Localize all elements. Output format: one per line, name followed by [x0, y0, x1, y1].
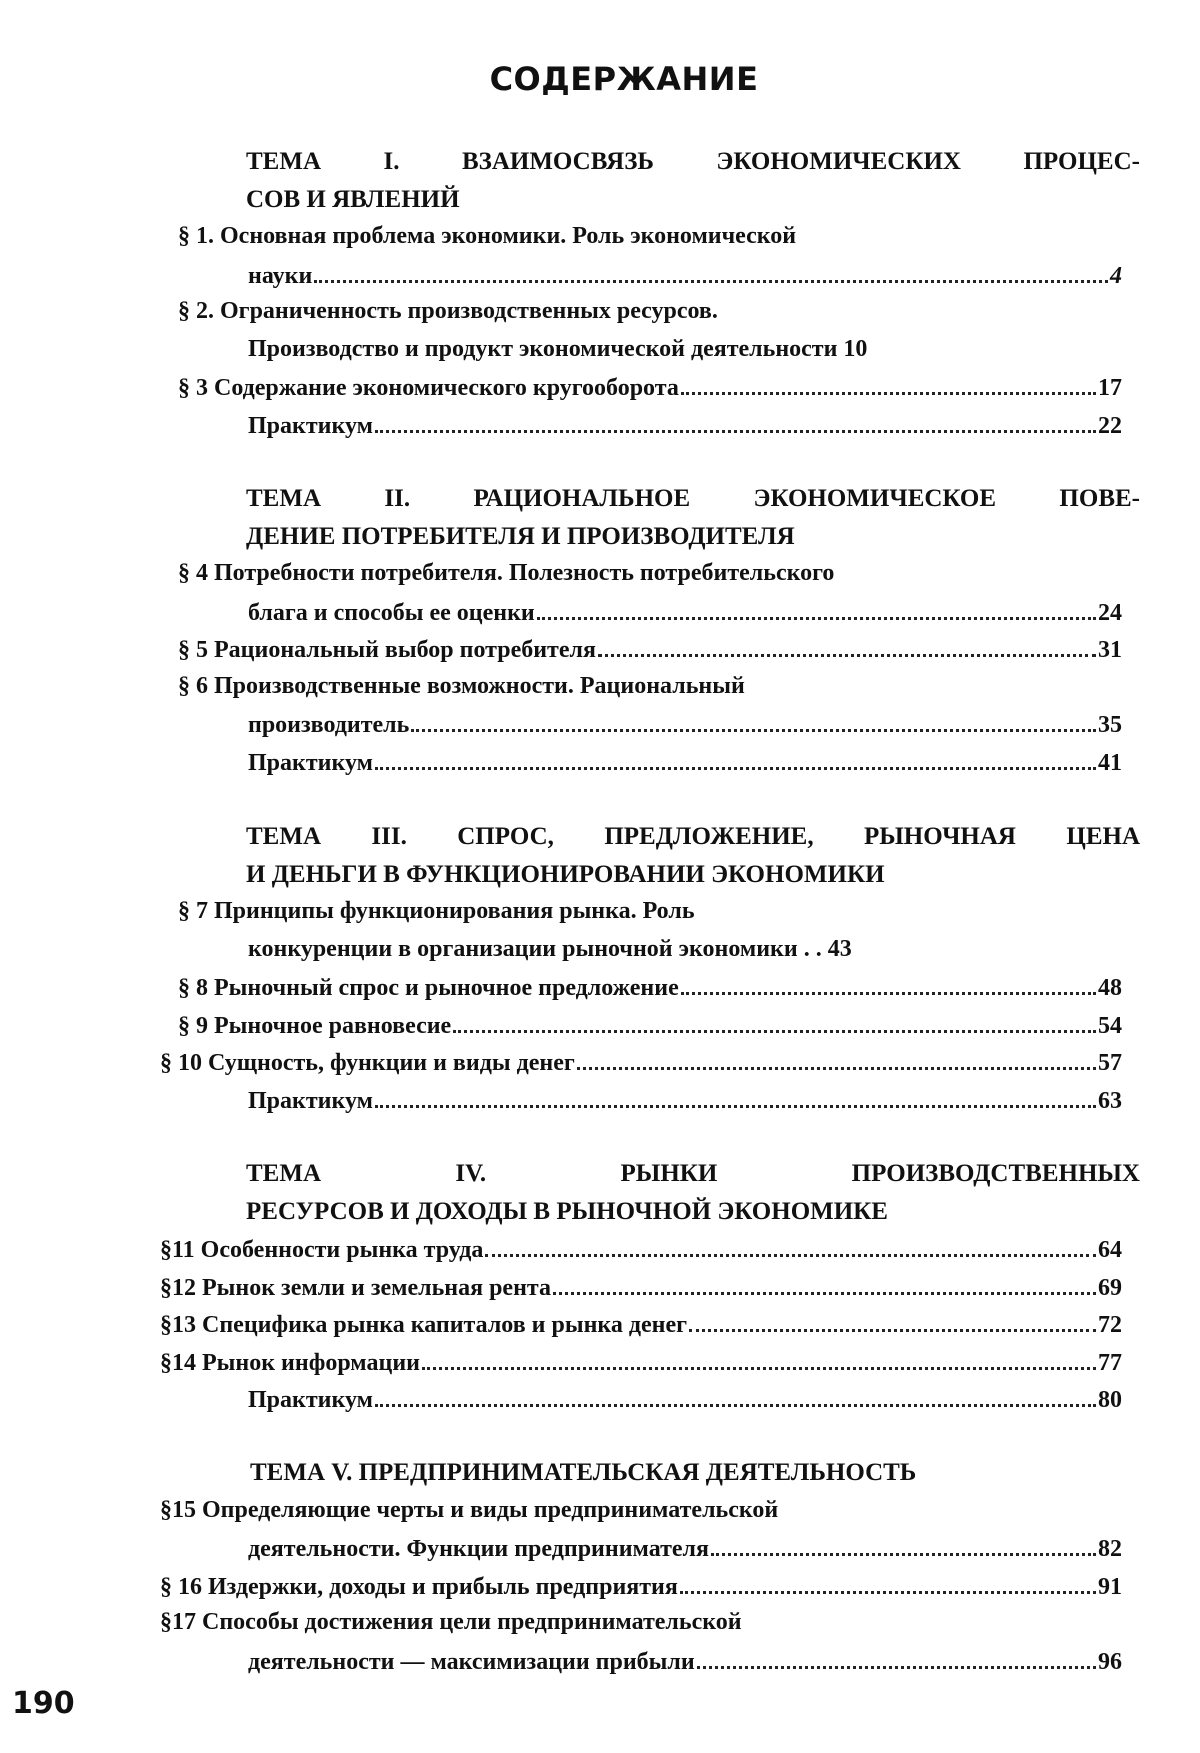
toc-entry-title: § 8 Рыночный спрос и рыночное предложение	[178, 975, 679, 1002]
toc-page-number: 69	[1098, 1274, 1122, 1301]
toc-entry-title: науки	[248, 262, 313, 289]
toc-entry-title: § 4 Потребности потребителя. Полезность потребительского	[178, 560, 835, 586]
toc-page-number: 77	[1098, 1349, 1122, 1376]
toc-entry[interactable]	[248, 258, 1122, 290]
topic-heading-line: ТЕМА III. СПРОС, ПРЕДЛОЖЕНИЕ, РЫНОЧНАЯ ЦЕНА	[246, 823, 1140, 850]
toc-page-number: 82	[1098, 1536, 1122, 1563]
toc-entry-title: Практикум	[248, 413, 373, 439]
dot-leader	[681, 970, 1096, 995]
toc-entry[interactable]	[248, 595, 1122, 627]
toc-entry-title: блага и способы ее оценки	[248, 599, 535, 626]
topic-heading-line: ТЕМА IV. РЫНКИ ПРОИЗВОДСТВЕННЫХ	[246, 1160, 1140, 1187]
topic-heading-line: ДЕНИЕ ПОТРЕБИТЕЛЯ И ПРОИЗВОДИТЕЛЯ	[246, 522, 795, 550]
dot-leader	[375, 1083, 1096, 1108]
dot-leader	[689, 1307, 1096, 1332]
dot-leader	[577, 1045, 1096, 1070]
toc-entry-title: § 6 Производственные возможности. Рациональный	[178, 672, 745, 699]
dot-leader	[422, 1345, 1096, 1370]
toc-page-number: 64	[1098, 1237, 1122, 1263]
topic-heading-line: И ДЕНЬГИ В ФУНКЦИОНИРОВАНИИ ЭКОНОМИКИ	[246, 860, 885, 888]
toc-page-number: 31	[1098, 637, 1122, 664]
toc-page-number: 17	[1098, 375, 1122, 402]
toc-entry-line[interactable]	[178, 295, 718, 327]
folio-page-number: 190	[12, 1686, 75, 1721]
toc-entry-title: §13 Специфика рынка капиталов и рынка денег	[160, 1312, 688, 1339]
toc-entry[interactable]	[248, 1083, 1122, 1115]
toc-entry-title: § 3 Содержание экономического кругооборота	[178, 375, 679, 402]
toc-entry[interactable]	[178, 970, 1122, 1002]
toc-entry[interactable]	[160, 1232, 1122, 1264]
topic-heading-line: ТЕМА II. РАЦИОНАЛЬНОЕ ЭКОНОМИЧЕСКОЕ ПОВЕ-	[246, 485, 1140, 512]
dot-leader	[375, 408, 1096, 433]
dot-leader	[680, 1569, 1096, 1594]
toc-entry-title: §11 Особенности рынка труда	[160, 1237, 484, 1263]
toc-entry[interactable]	[248, 1382, 1122, 1414]
toc-entry-title: § 7 Принципы функционирования рынка. Роль	[178, 898, 695, 924]
toc-entry-title: деятельности — максимизации прибыли	[248, 1648, 695, 1675]
toc-entry[interactable]	[248, 1531, 1122, 1563]
topic-heading-line: ТЕМА I. ВЗАИМОСВЯЗЬ ЭКОНОМИЧЕСКИХ ПРОЦЕС-	[246, 148, 1140, 175]
toc-entry-title: § 2. Ограниченность производственных ресурсов.	[178, 298, 718, 325]
dot-leader	[681, 370, 1096, 395]
toc-entry[interactable]	[178, 370, 1122, 402]
toc-entry[interactable]	[178, 632, 1122, 664]
toc-entry-line[interactable]	[178, 557, 834, 589]
toc-entry-title: деятельности. Функции предпринимателя	[248, 1536, 709, 1563]
toc-entry-title: §14 Рынок информации	[160, 1349, 420, 1376]
dot-leader	[375, 1382, 1096, 1407]
toc-entry-line[interactable]	[178, 220, 796, 252]
toc-entry[interactable]	[160, 1345, 1122, 1377]
toc-page-number: 4	[1110, 262, 1122, 289]
toc-entry-title: §15 Определяющие черты и виды предпринимательской	[160, 1496, 779, 1523]
toc-entry-title: § 1. Основная проблема экономики. Роль экономической	[178, 223, 797, 249]
toc-page-number: 48	[1098, 975, 1122, 1002]
toc-entry[interactable]	[160, 1045, 1122, 1077]
dot-leader	[537, 595, 1096, 620]
toc-entry-title: § 16 Издержки, доходы и прибыль предприятия	[160, 1573, 678, 1600]
dot-leader	[697, 1644, 1096, 1669]
toc-entry-title: § 9 Рыночное равновесие	[178, 1012, 452, 1039]
toc-page-number: 41	[1098, 750, 1122, 776]
toc-page-number: 96	[1098, 1648, 1122, 1675]
dot-leader	[711, 1531, 1096, 1556]
toc-entry[interactable]	[160, 1569, 1122, 1601]
toc-entry-title: § 5 Рациональный выбор потребителя	[178, 637, 596, 664]
toc-entry-title: Практикум	[248, 1088, 373, 1114]
toc-page-number: 63	[1098, 1088, 1122, 1114]
toc-entry-line[interactable]	[178, 670, 745, 702]
toc-entry-line[interactable]	[160, 1494, 778, 1526]
topic-heading-line: ТЕМА V. ПРЕДПРИНИМАТЕЛЬСКАЯ ДЕЯТЕЛЬНОСТЬ	[250, 1459, 917, 1486]
toc-entry[interactable]	[160, 1270, 1122, 1302]
toc-page-number: 57	[1098, 1050, 1122, 1077]
toc-page-number: 10	[843, 335, 868, 362]
toc-page-number: 91	[1098, 1573, 1122, 1600]
toc-page-number: 22	[1098, 413, 1122, 439]
dot-leader	[485, 1232, 1096, 1257]
dot-leader	[314, 258, 1108, 283]
toc-entry-title: § 10 Сущность, функции и виды денег	[160, 1050, 575, 1077]
toc-page-number: 35	[1098, 712, 1122, 739]
dot-leader	[453, 1008, 1096, 1033]
topic-heading-line: РЕСУРСОВ И ДОХОДЫ В РЫНОЧНОЙ ЭКОНОМИКЕ	[246, 1197, 888, 1225]
dot-leader	[375, 745, 1096, 770]
toc-entry-title: Практикум	[248, 750, 373, 776]
toc-entry-title: производитель	[248, 712, 410, 739]
dot-leader	[411, 707, 1096, 732]
toc-page-number: 43	[827, 935, 852, 962]
toc-page-number: 54	[1098, 1012, 1122, 1039]
toc-entry[interactable]	[178, 1008, 1122, 1040]
toc-entry[interactable]	[160, 1307, 1122, 1339]
toc-entry[interactable]	[248, 408, 1122, 440]
toc-page-number: 80	[1098, 1387, 1122, 1414]
toc-entry[interactable]	[248, 745, 1122, 777]
toc-entry[interactable]	[248, 1644, 1122, 1676]
toc-entry[interactable]	[248, 933, 852, 965]
topic-heading-line: СОВ И ЯВЛЕНИЙ	[246, 185, 460, 213]
toc-entry-title: конкуренции в организации рыночной экономики . .	[248, 935, 822, 962]
toc-entry-title: §12 Рынок земли и земельная рента	[160, 1274, 551, 1301]
dot-leader	[598, 632, 1096, 657]
toc-entry-title: Практикум	[248, 1387, 373, 1414]
toc-entry-title: §17 Способы достижения цели предпринимательской	[160, 1609, 742, 1636]
page-title: СОДЕРЖАНИЕ	[489, 60, 759, 98]
toc-entry-line[interactable]	[160, 1606, 742, 1638]
toc-entry-title: Производство и продукт экономической деятельности	[248, 335, 838, 362]
toc-entry[interactable]	[248, 333, 867, 365]
toc-page-number: 72	[1098, 1312, 1122, 1339]
toc-page-number: 24	[1098, 599, 1122, 626]
toc-entry-line[interactable]	[178, 895, 695, 927]
toc-entry[interactable]	[248, 707, 1122, 739]
dot-leader	[553, 1270, 1096, 1295]
